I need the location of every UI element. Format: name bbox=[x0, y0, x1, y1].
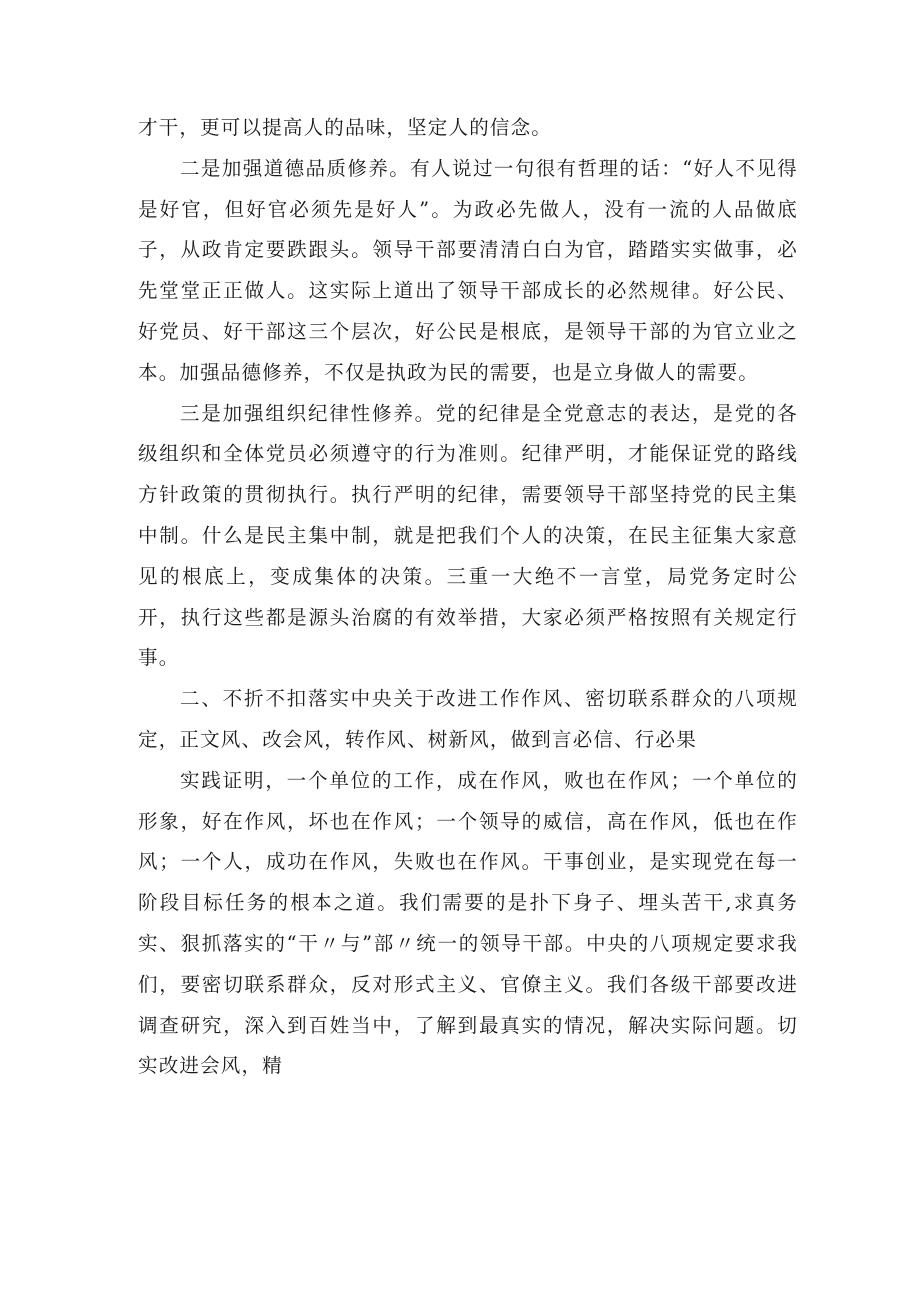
document-body bbox=[138, 108, 798, 1087]
paragraph-5: 实践证明，一个单位的工作，成在作风，败也在作风；一个单位的形象，好在作风，坏也在作风；一个领导的威信，高在作风，低也在作风；一个人，成功在作风，失败也在作风。干事创业，是实现党在每一阶段目标任务的根本之道。我们需要的是扑下身子、埋头苦干,求真务实、狠抓落实的“干〃与”部〃统一的领导干部。中央的八项规定要求我们，要密切联系群众，反对形式主义、官僚主义。我们各级干部要改进调查研究，深入到百姓当中，了解到最真实的情况，解决实际问题。切实改进会风，精 bbox=[138, 768, 798, 1078]
section-heading-2: 二、不折不扣落实中央关于改进工作作风、密切联系群众的八项规定，正文风、改会风，转作风、树新风，做到言必信、行必果 bbox=[138, 687, 798, 751]
paragraph-3: 三是加强组织纪律性修养。党的纪律是全党意志的表达，是党的各级组织和全体党员必须遵守的行为准则。纪律严明，才能保证党的路线方针政策的贯彻执行。执行严明的纪律，需要领导干部坚持党的民主集中制。什么是民主集中制，就是把我们个人的决策，在民主征集大家意见的根底上，变成集体的决策。三重一大绝不一言堂，局党务定时公开，执行这些都是源头治腐的有效举措，大家必须严格按照有关规定行事。 bbox=[138, 401, 798, 670]
paragraph-2: 二是加强道德品质修养。有人说过一句很有哲理的话：“好人不见得是好官，但好官必须先是好人”。为政必先做人，没有一流的人品做底子，从政肯定要跌跟头。领导干部要清清白白为官，踏踏实实做事，必先堂堂正正做人。这实际上道出了领导干部成长的必然规律。好公民、好党员、好干部这三个层次，好公民是根底，是领导干部的为官立业之本。加强品德修养，不仅是执政为民的需要，也是立身做人的需要。 bbox=[138, 156, 798, 384]
paragraph-1: 才干，更可以提高人的品味，坚定人的信念。 bbox=[138, 116, 553, 139]
